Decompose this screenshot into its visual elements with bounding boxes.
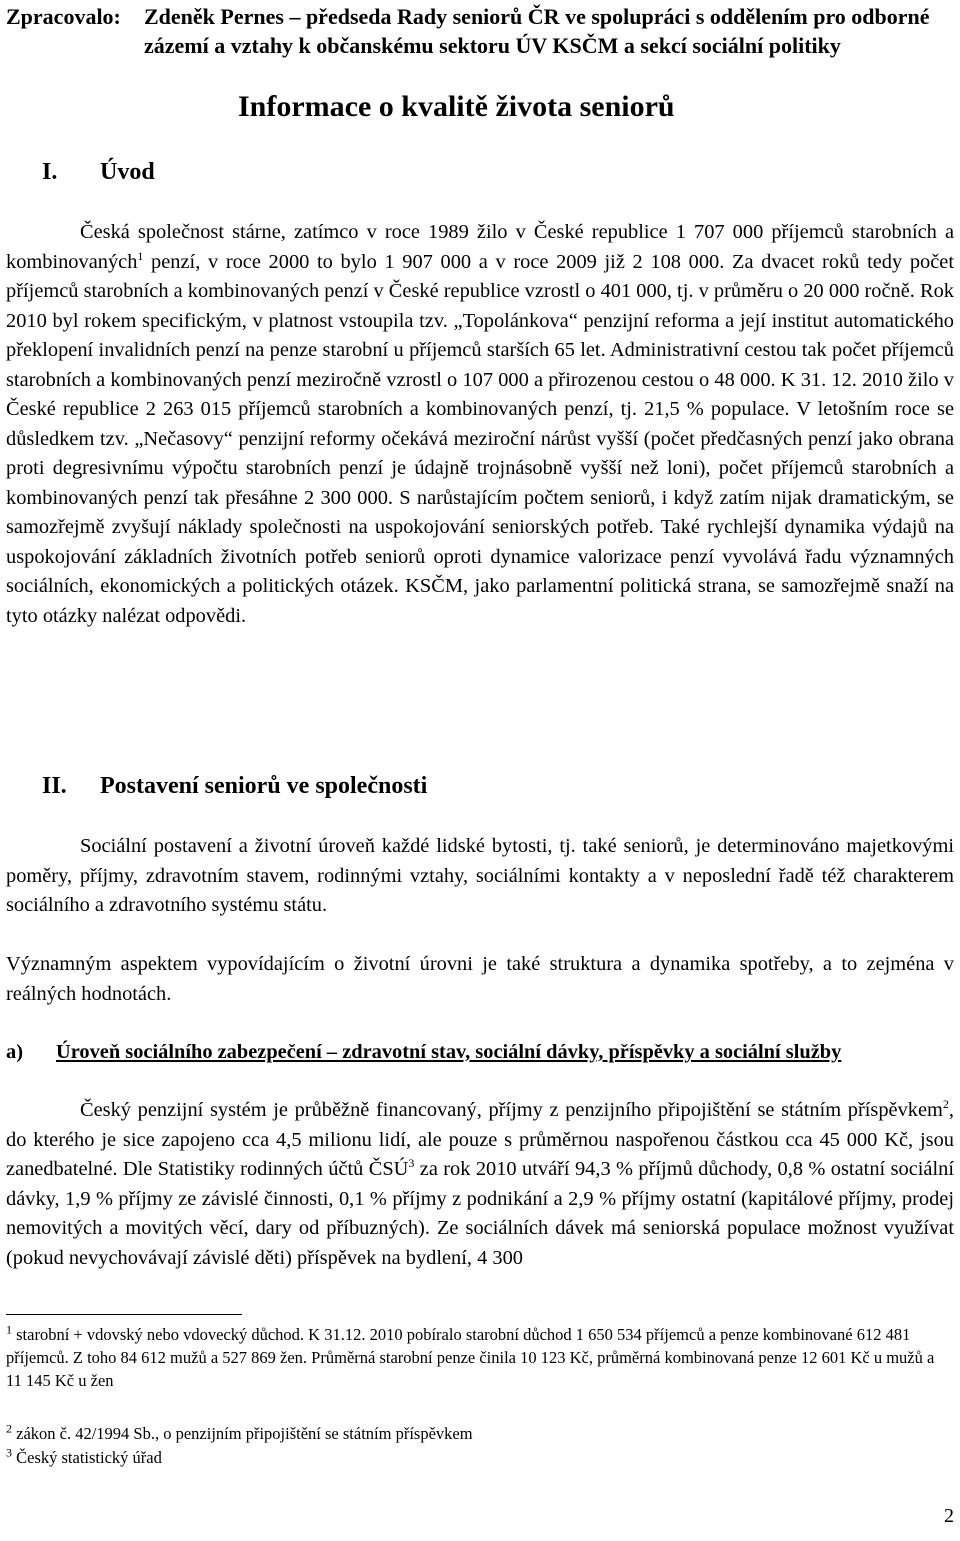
footnote-number: 1 xyxy=(6,1322,12,1337)
footnote-ref-3[interactable]: 3 xyxy=(408,1156,415,1171)
footnote-2 xyxy=(6,1422,954,1445)
subsection-a-title: Úroveň sociálního zabezpečení – zdravotní stav, sociální dávky, příspěvky a sociální služby xyxy=(56,1041,842,1063)
paragraph-text: , do kterého je sice zapojeno cca 4,5 milionu lidí, ale pouze s průměrnou naspořenou částkou cca 45 000 Kč, jsou zanedbatelné. Dle Statistiky rodinných účtů ČSÚ xyxy=(6,1099,954,1180)
footnote-text: starobní + vdovský nebo vdovecký důchod. K 31.12. 2010 pobíralo starobní důchod 1 650 534 příjemců a penze kombinované 612 481 příjemců. Z toho 84 612 mužů a 527 869 žen. Průměrná starobní penze činila 10 123 Kč, průměrná kombinovaná penze 12 601 Kč u mužů a 11 145 Kč u žen xyxy=(6,1325,935,1390)
section-1-heading xyxy=(42,156,155,188)
paragraph-text: Český penzijní systém je průběžně financovaný, příjmy z penzijního připojištění se státním příspěvkem xyxy=(80,1099,943,1121)
footnote-3 xyxy=(6,1446,954,1469)
footnote-number: 3 xyxy=(6,1445,12,1460)
attribution-text: Zdeněk Pernes – předseda Rady seniorů ČR ve spolupráci s oddělením pro odborné zázemí a vztahy k občanskému sektoru ÚV KSČM a sekcí sociální politiky xyxy=(144,4,930,58)
section-1-title: Úvod xyxy=(100,159,155,185)
footnote-separator xyxy=(6,1314,242,1315)
footnote-ref-1[interactable]: 1 xyxy=(137,248,144,263)
section-2-paragraph-1: Sociální postavení a životní úroveň každé lidské bytosti, tj. také seniorů, je determinováno majetkovými poměry, příjmy, zdravotním stavem, rodinnými vztahy, sociálními kontakty a v neposlední řadě též charakterem sociálního a zdravotního systému státu. xyxy=(6,835,954,916)
section-1-paragraph xyxy=(6,218,954,631)
paragraph-text: penzí, v roce 2000 to bylo 1 907 000 a v roce 2009 již 2 108 000. Za dvacet roků tedy počet příjemců starobních a kombinovaných penzí v České republice vzrostl o 401 000, tj. v průměru o 20 000 ročně. Rok 2010 byl rokem specifickým, v platnost vstoupila tzv. „Topolánkova“ penzijní reforma a její institut automatického překlopení invalidních penzí na penze starobní u příjemců starších 65 let. Administrativní cestou tak počet příjemců starobních a kombinovaných penzí meziročně vzrostl o 107 000 a přirozenou cestou o 48 000. K 31. 12. 2010 žilo v České republice 2 263 015 příjemců starobních a kombinovaných penzí, tj. 21,5 % populace. V letošním roce se důsledkem tzv. „Nečasovy“ penzijní reformy očekává meziroční nárůst vyšší (počet předčasných penzí jako obrana proti degresivnímu výpočtu starobních penzí je údajně trojnásobně vyšší než loni), počet příjemců starobních a kombinovaných penzí tak přesáhne 2 300 000. S narůstajícím počtem seniorů, i když zatím nijak dramatickým, se samozřejmě zvyšují náklady společnosti na uspokojování seniorských potřeb. Také rychlejší dynamika výdajů na uspokojování základních životních potřeb seniorů oproti dynamice valorizace penzí vyvolává řadu významných sociálních, ekonomických a politických otázek. KSČM, jako parlamentní politická strana, se samozřejmě snaží na tyto otázky nalézat odpovědi. xyxy=(6,250,954,627)
page-number: 2 xyxy=(944,1505,954,1527)
section-2-number: II. xyxy=(42,773,67,799)
footnote-text: Český statistický úřad xyxy=(16,1448,162,1467)
footnote-1 xyxy=(6,1323,954,1392)
section-2-title: Postavení seniorů ve společnosti xyxy=(100,773,428,799)
section-2-paragraph-2: Významným aspektem vypovídajícím o životní úrovni je také struktura a dynamika spotřeby, a to zejména v reálných hodnotách. xyxy=(6,953,954,1005)
attribution-label: Zpracovalo: xyxy=(6,4,121,29)
paragraph-text: Česká společnost stárne, zatímco v roce 1989 žilo v České republice 1 707 000 příjemců starobních a kombinovaných xyxy=(6,221,954,273)
subsection-a-heading xyxy=(6,1038,958,1068)
footnote-number: 2 xyxy=(6,1421,12,1436)
document-title: Informace o kvalitě života seniorů xyxy=(238,90,675,123)
footnote-ref-2[interactable]: 2 xyxy=(942,1097,949,1112)
section-2-heading xyxy=(42,770,427,802)
section-1-number: I. xyxy=(42,159,58,185)
attribution-block xyxy=(6,2,956,60)
paragraph-text: za rok 2010 utváří 94,3 % příjmů důchody, 0,8 % ostatní sociální dávky, 1,9 % příjmy ze závislé činnosti, 0,1 % příjmy z podnikání a 2,9 % příjmy ostatní (kapitálové příjmy, prodej nemovitých a movitých věcí, dary od příbuzných). Ze sociálních dávek má seniorská populace možnost využívat (pokud nevychovávají závislé děti) příspěvek na bydlení, 4 300 xyxy=(6,1158,954,1269)
subsection-a-paragraph xyxy=(6,1096,954,1273)
subsection-a-label: a) xyxy=(6,1041,23,1063)
footnote-text: zákon č. 42/1994 Sb., o penzijním připojištění se státním příspěvkem xyxy=(16,1424,473,1443)
